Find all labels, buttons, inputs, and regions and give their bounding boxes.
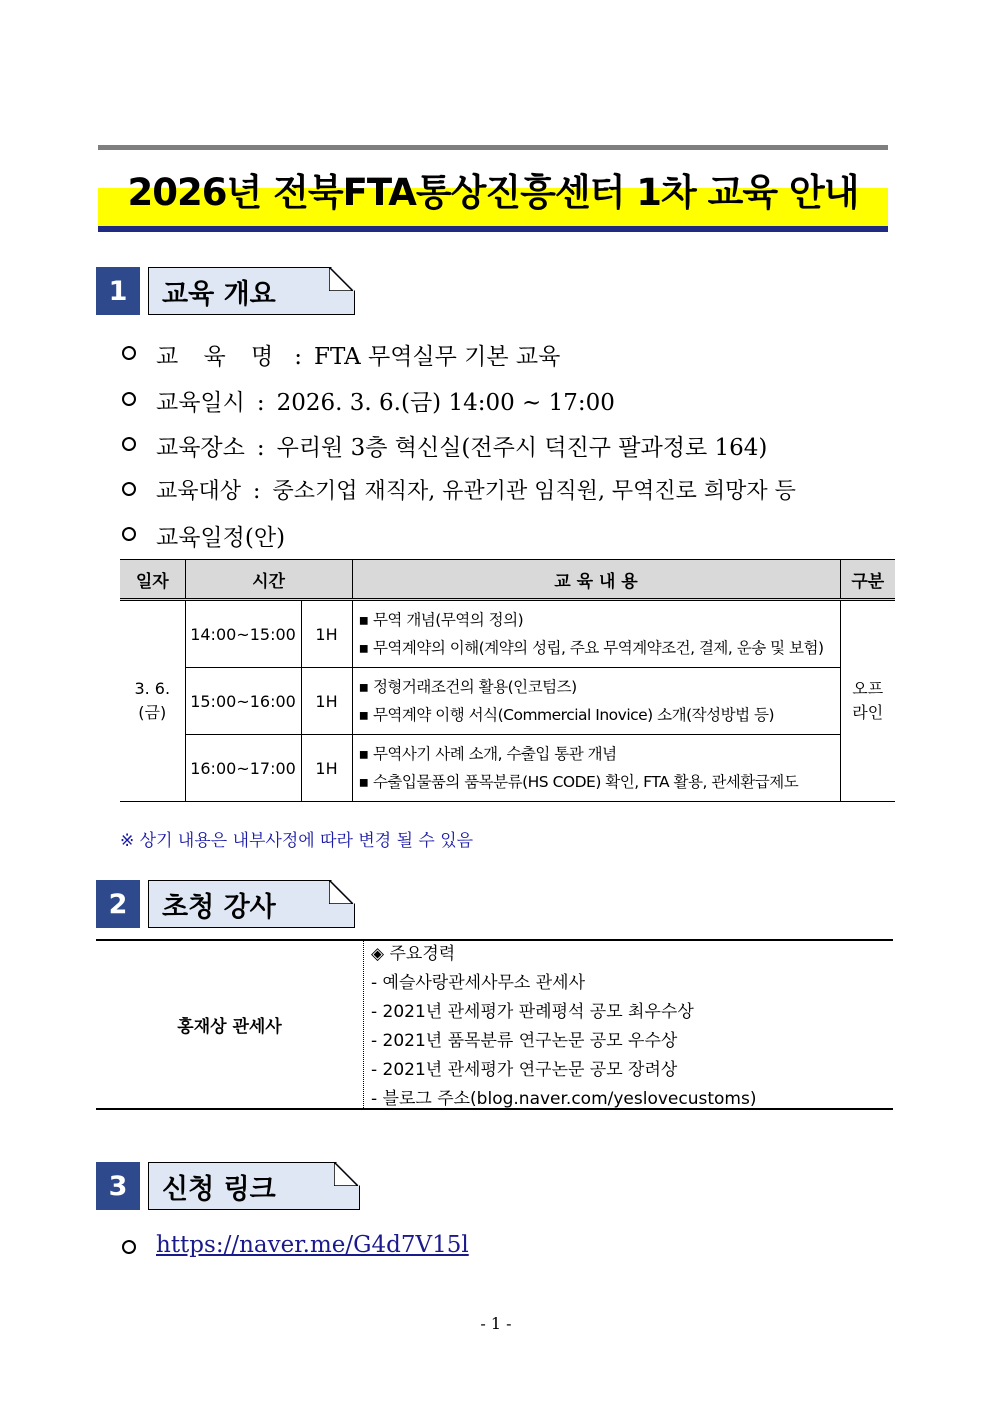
schedule-type (840, 600, 895, 802)
career-item: - 2021년 품목분류 연구논문 공모 우수상 (371, 1031, 678, 1051)
folded-corner-icon (334, 1162, 358, 1186)
content-line: ▪ 무역계약의 이해(계약의 성립, 주요 무역계약조건, 결제, 운송 및 보험) (358, 639, 824, 657)
item-value: FTA 무역실무 기본 교육 (314, 344, 561, 370)
item-separator: : (253, 479, 261, 504)
bullet-circle-icon (122, 392, 136, 406)
item-label: 교육대상 (156, 479, 242, 504)
item-label: 교육장소 (156, 435, 245, 461)
content-line: ▪ 수출입물품의 품목분류(HS CODE) 확인, FTA 활용, 관세환급제도 (358, 773, 799, 791)
section-2-number: 2 (96, 880, 140, 928)
overview-item-date (156, 384, 615, 417)
application-link[interactable]: https://naver.me/G4d7V15l (156, 1232, 469, 1258)
section-2-title: 초청 강사 (162, 892, 276, 923)
schedule-content (352, 735, 840, 802)
schedule-time: 14:00~15:00 (185, 600, 301, 668)
type-line: 라인 (852, 703, 884, 722)
section-3-number: 3 (96, 1162, 140, 1210)
schedule-hours: 1H (301, 600, 352, 668)
date-line: (금) (138, 703, 167, 722)
bullet-circle-icon (122, 482, 136, 496)
item-label: 교육일시 (156, 390, 245, 416)
table-header-row (120, 560, 895, 600)
folded-corner-icon (329, 880, 353, 904)
item-value: 중소기업 재직자, 유관기관 임직원, 무역진로 희망자 등 (272, 479, 796, 504)
section-3-title: 신청 링크 (162, 1174, 276, 1205)
header-content: 교 육 내 용 (352, 560, 840, 600)
header-date: 일자 (120, 560, 185, 600)
career-item: - 예슬사랑관세사무소 관세사 (371, 973, 586, 993)
section-1-title: 교육 개요 (162, 279, 276, 310)
section-1-number: 1 (96, 267, 140, 315)
schedule-table (120, 559, 895, 802)
item-label: 교육일정(안) (156, 525, 286, 551)
item-separator: : (294, 344, 303, 370)
type-line: 오프 (852, 679, 884, 698)
schedule-time: 16:00~17:00 (185, 735, 301, 802)
overview-item-place (156, 429, 767, 462)
table-row (120, 735, 895, 802)
bullet-circle-icon (122, 346, 136, 360)
career-item: - 2021년 관세평가 판례평석 공모 최우수상 (371, 1002, 694, 1022)
schedule-content (352, 600, 840, 668)
career-heading: ◈ 주요경력 (371, 944, 456, 964)
item-separator: : (256, 435, 265, 461)
item-value: 우리원 3층 혁신실(전주시 덕진구 팔과정로 164) (276, 435, 768, 461)
folded-corner-icon (329, 267, 353, 291)
schedule-date (120, 600, 185, 802)
header-type: 구분 (840, 560, 895, 600)
title-top-rule (98, 145, 888, 150)
table-row (120, 668, 895, 735)
document-title: 2026년 전북FTA통상진흥센터 1차 교육 안내 (127, 171, 859, 214)
overview-item-target (156, 474, 796, 505)
instructor-name: 홍재상 관세사 (177, 1017, 282, 1037)
schedule-time: 15:00~16:00 (185, 668, 301, 735)
content-line: ▪ 무역 개념(무역의 정의) (358, 611, 524, 629)
date-line: 3. 6. (134, 679, 171, 698)
overview-item-name (156, 338, 560, 371)
bullet-circle-icon (122, 437, 136, 451)
item-label: 교 육 명 (156, 344, 283, 370)
bullet-circle-icon (122, 527, 136, 541)
bullet-circle-icon (122, 1240, 136, 1254)
instructor-career (371, 940, 757, 1114)
item-value: 2026. 3. 6.(금) 14:00 ~ 17:00 (276, 390, 615, 416)
schedule-hours: 1H (301, 735, 352, 802)
schedule-hours: 1H (301, 668, 352, 735)
schedule-content (352, 668, 840, 735)
content-line: ▪ 무역사기 사례 소개, 수출입 통관 개념 (358, 745, 617, 763)
title-bottom-rule (98, 226, 888, 232)
content-line: ▪ 무역계약 이행 서식(Commercial Inovice) 소개(작성방법 등) (358, 706, 774, 724)
career-item: - 2021년 관세평가 연구논문 공모 장려상 (371, 1060, 678, 1080)
item-separator: : (256, 390, 265, 416)
schedule-notice: ※ 상기 내용은 내부사정에 따라 변경 될 수 있음 (120, 831, 474, 851)
instructor-table-divider (363, 940, 365, 1108)
table-row (120, 600, 895, 668)
career-item: - 블로그 주소(blog.naver.com/yeslovecustoms) (371, 1089, 757, 1109)
overview-item-schedule (156, 519, 285, 552)
header-time: 시간 (185, 560, 352, 600)
page-number: - 1 - (480, 1314, 512, 1333)
content-line: ▪ 정형거래조건의 활용(인코텀즈) (358, 678, 577, 696)
